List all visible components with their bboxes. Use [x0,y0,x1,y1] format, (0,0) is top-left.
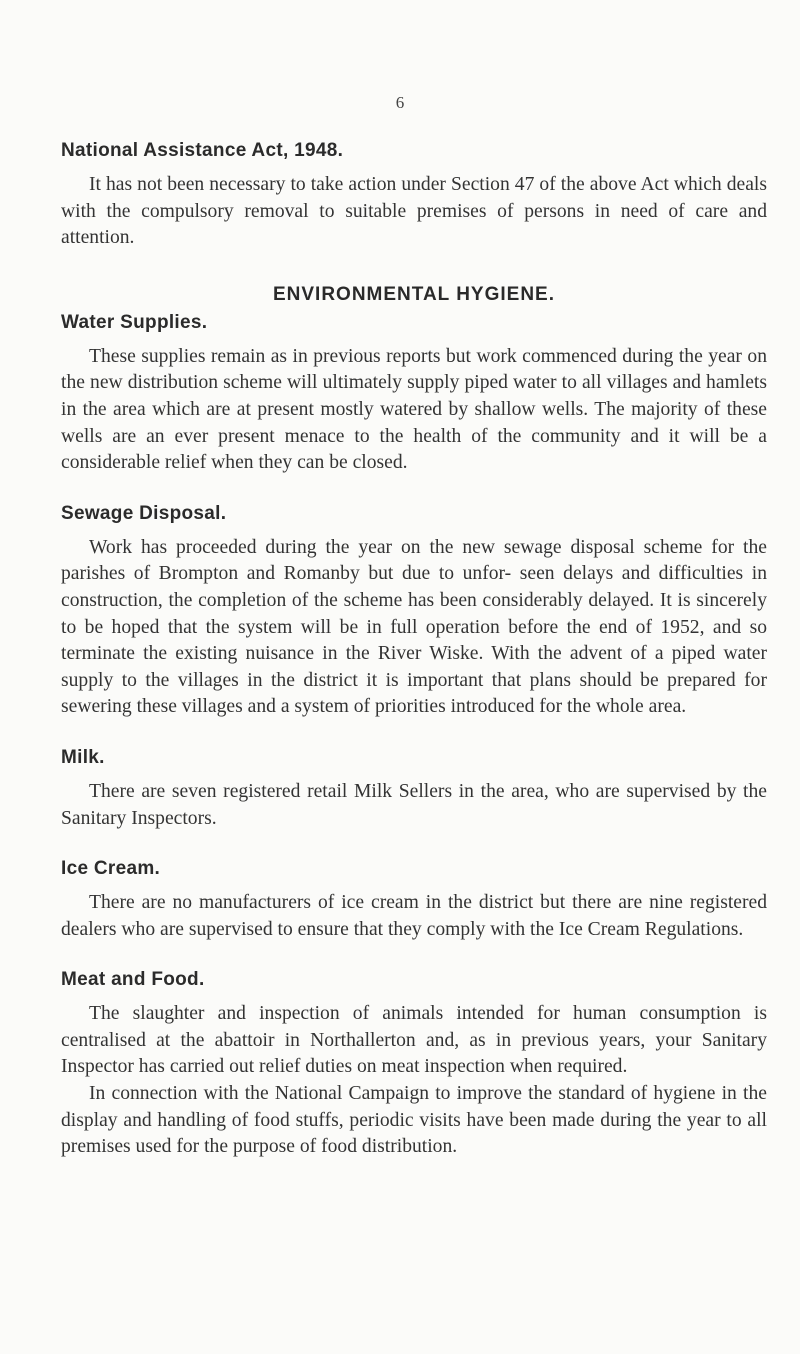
paragraph-water-supplies: These supplies remain as in previous reports but work commenced during the year on the new distribution scheme will ultimately supply piped water to all villages and hamlets in the area which are at present mostly watered by shallow wells. The majority of these wells are an ever present menace to the health of the community and it will be a considerable relief when they can be closed. [61,345,767,474]
paragraph-ice-cream: There are no manufacturers of ice cream in the district but there are nine registered dealers who are supervised to ensure that they comply with the Ice Cream Regulations. [61,892,767,940]
page-number: 6 [395,93,405,112]
heading-national-assistance-act: National Assistance Act, 1948. [61,140,344,161]
section-title-environmental-hygiene: ENVIRONMENTAL HYGIENE. [272,283,556,305]
heading-milk: Milk. [61,746,105,768]
paragraph-meat-and-food-1: The slaughter and inspection of animals intended for human consumption is centralised at the abattoir in Northallerton and, as in previous years, your Sanitary Inspector has carried out relief duties on meat inspection when required. [61,1003,767,1078]
heading-water-supplies: Water Supplies. [61,311,208,333]
heading-ice-cream: Ice Cream. [61,858,161,880]
paragraph-national-assistance: It has not been necessary to take action under Section 47 of the above Act which deals with the compulsory removal to suitable premises of persons in need of care and attention. [61,174,767,249]
heading-sewage-disposal: Sewage Disposal. [61,502,227,524]
heading-meat-and-food: Meat and Food. [61,969,205,991]
document-body [61,138,767,1161]
paragraph-sewage-disposal: Work has proceeded during the year on the new sewage disposal scheme for the parishes of Brompton and Romanby but due to unfor- seen delays and difficulties in construction, the completion of the scheme has been considerably delayed. It is sincerely to be hoped that the system will be in full operation before the end of 1952, and so terminate the existing nuisance in the River Wiske. With the advent of a piped water supply to the villages in the district it is important that plans should be prepared for sewering these villages and a system of priorities introduced for the whole area. [61,536,767,718]
paragraph-milk: There are seven registered retail Milk Sellers in the area, who are supervised by the Sanitary Inspectors. [61,780,767,829]
paragraph-meat-and-food-2: In connection with the National Campaign to improve the standard of hygiene in the display and handling of food stuffs, periodic visits have been made during the year to all premises used for the purpose of food distribution. [61,1083,767,1158]
